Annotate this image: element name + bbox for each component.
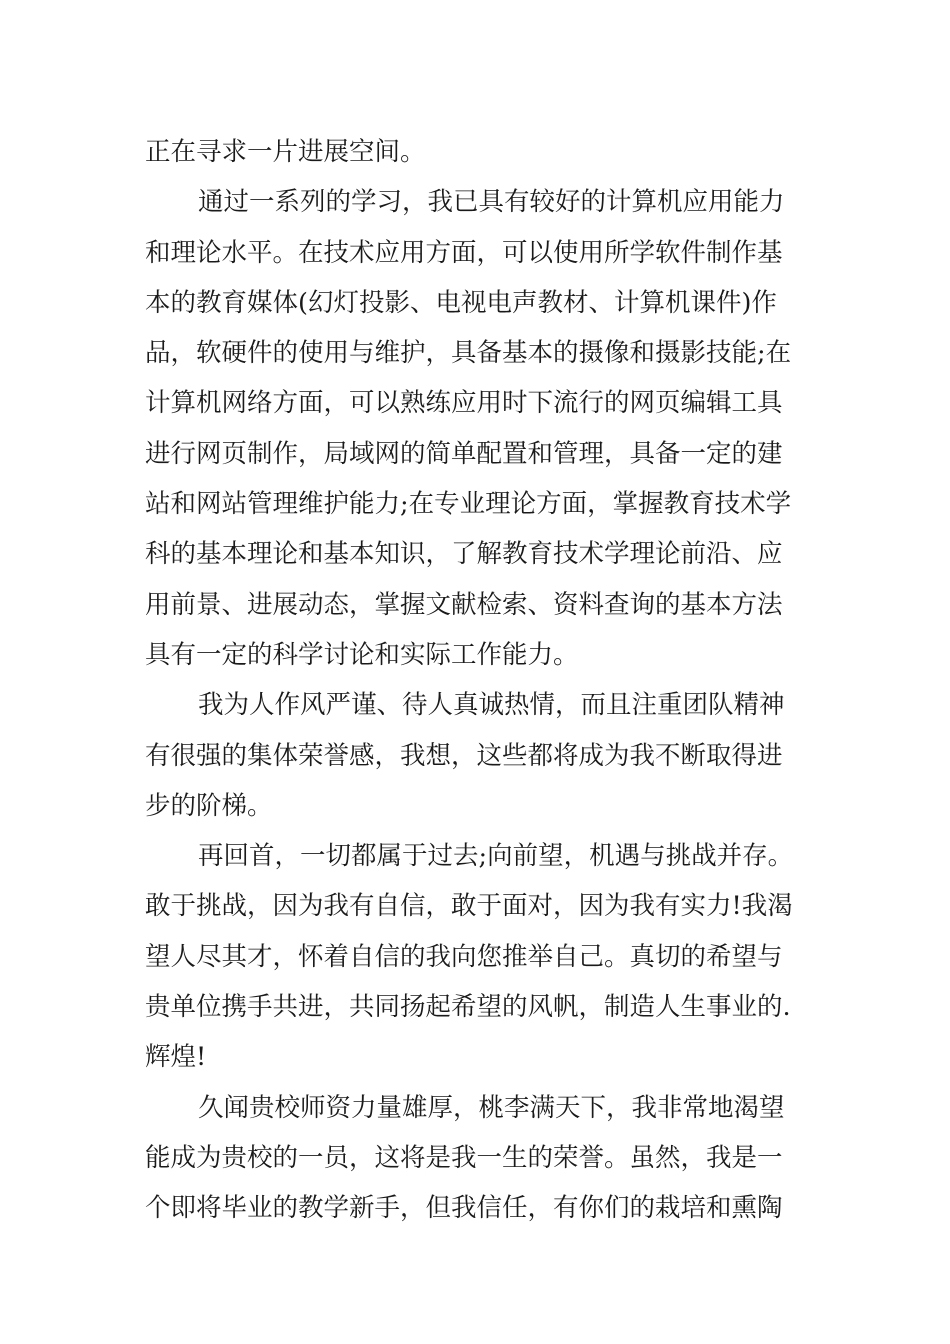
text-line: 具有一定的科学讨论和实际工作能力。 [145, 639, 579, 670]
text-line: 再回首，一切都属于过去;向前望，机遇与挑战并存。 [198, 841, 794, 872]
text-line: 步的阶梯。 [145, 790, 273, 821]
text-line: 辉煌! [145, 1042, 207, 1073]
text-line: 进行网页制作，局域网的简单配置和管理，具备一定的建 [145, 438, 783, 469]
text-line: 品，软硬件的使用与维护，具备基本的摄像和摄影技能;在 [145, 338, 792, 369]
text-line: 和理论水平。在技术应用方面，可以使用所学软件制作基 [145, 237, 783, 268]
text-line: 站和网站管理维护能力;在专业理论方面，掌握教育技术学 [145, 489, 792, 520]
text-line: 正在寻求一片进展空间。 [145, 137, 426, 167]
text-line: 个即将毕业的教学新手，但我信任，有你们的栽培和熏陶 [145, 1193, 783, 1224]
text-line: 贵单位携手共进，共同扬起希望的风帆，制造人生事业的. [145, 992, 791, 1023]
text-line: 通过一系列的学习，我已具有较好的计算机应用能力 [198, 187, 785, 218]
text-line: 科的基本理论和基本知识，了解教育技术学理论前沿、应 [145, 539, 783, 570]
text-line: 能成为贵校的一员，这将是我一生的荣誉。虽然，我是一 [145, 1142, 783, 1173]
text-line: 用前景、进展动态，掌握文献检索、资料查询的基本方法 [145, 589, 783, 620]
text-line: 本的教育媒体(幻灯投影、电视电声教材、计算机课件)作 [145, 287, 777, 318]
text-line: 有很强的集体荣誉感，我想，这些都将成为我不断取得进 [145, 740, 783, 771]
text-line: 久闻贵校师资力量雄厚，桃李满天下，我非常地渴望 [198, 1092, 785, 1123]
body-text [145, 127, 810, 1234]
text-line: 我为人作风严谨、待人真诚热情，而且注重团队精神 [198, 690, 785, 721]
text-line: 计算机网络方面，可以熟练应用时下流行的网页编辑工具 [145, 388, 783, 419]
text-line: 望人尽其才，怀着自信的我向您推举自己。真切的希望与 [145, 941, 783, 972]
text-line: 敢于挑战，因为我有自信，敢于面对，因为我有实力!我渴 [145, 891, 793, 922]
